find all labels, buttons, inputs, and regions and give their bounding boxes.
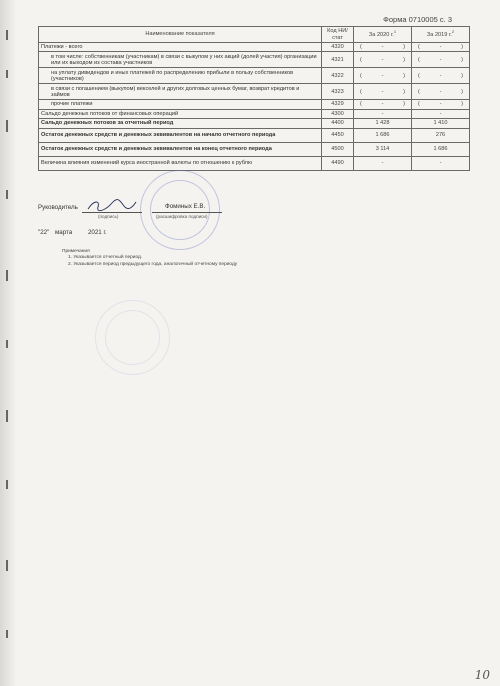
scan-mark bbox=[6, 630, 8, 638]
row-code: 4400 bbox=[322, 119, 354, 128]
value-2019: ( - ) bbox=[412, 100, 470, 109]
row-code: 4490 bbox=[322, 156, 354, 170]
signatory-name: Фоминых Е.В. bbox=[165, 203, 206, 210]
table-row bbox=[39, 68, 470, 84]
signatory-role: Руководитель bbox=[38, 204, 78, 211]
value-2020: - bbox=[354, 156, 412, 170]
handwritten-signature bbox=[86, 198, 138, 212]
value-2019: ( - ) bbox=[412, 68, 470, 84]
cash-flow-table bbox=[38, 26, 470, 171]
row-code: 4500 bbox=[322, 142, 354, 156]
row-name: Платежи - всего bbox=[39, 43, 322, 52]
header-2019: За 2019 г.$^2$ bbox=[412, 27, 470, 43]
corner-handwritten-mark: 10 bbox=[474, 668, 490, 682]
value-2019: 1 410 bbox=[412, 119, 470, 128]
value-2020: 3 114 bbox=[354, 142, 412, 156]
notes bbox=[62, 249, 237, 268]
scan-mark bbox=[6, 120, 8, 132]
scan-left-edge bbox=[0, 0, 16, 686]
table-row bbox=[39, 100, 470, 109]
row-code: 4321 bbox=[322, 52, 354, 68]
row-name: Остаток денежных средств и денежных эквивалентов на начало отчетного периода bbox=[39, 128, 322, 142]
table-row bbox=[39, 52, 470, 68]
date-month: марта bbox=[55, 229, 73, 236]
value-2020: ( - ) bbox=[354, 43, 412, 52]
row-name: Сальдо денежных потоков от финансовых операций bbox=[39, 109, 322, 118]
table-row bbox=[39, 43, 470, 52]
value-2019: - bbox=[412, 109, 470, 118]
signature-date: "22" марта 2021 г. bbox=[38, 229, 107, 236]
value-2020: - bbox=[354, 109, 412, 118]
scan-mark bbox=[6, 560, 8, 571]
scan-mark bbox=[6, 70, 8, 78]
value-2020: ( - ) bbox=[354, 84, 412, 100]
value-2019: ( - ) bbox=[412, 43, 470, 52]
value-2019: 1 686 bbox=[412, 142, 470, 156]
value-2020: ( - ) bbox=[354, 100, 412, 109]
value-2019: - bbox=[412, 156, 470, 170]
name-line bbox=[152, 212, 222, 213]
row-code: 4320 bbox=[322, 43, 354, 52]
value-2020: 1 428 bbox=[354, 119, 412, 128]
row-name: Величина влияния изменений курса иностранной валюты по отношению к рублю bbox=[39, 156, 322, 170]
signature-line bbox=[82, 212, 142, 213]
row-name: на уплату дивидендов и иных платежей по распределению прибыли в пользу собственников (участников) bbox=[39, 68, 322, 84]
note-item: 1. Указывается отчетный период. bbox=[68, 255, 143, 261]
scan-mark bbox=[6, 480, 8, 489]
row-name: в том числе: собственникам (участникам) в связи с выкупом у них акций (долей участия) организации или их выходом из состава участников bbox=[39, 52, 322, 68]
scan-mark bbox=[6, 270, 8, 281]
header-name: Наименование показателя bbox=[39, 27, 322, 43]
table-row bbox=[39, 84, 470, 100]
scan-mark bbox=[6, 410, 8, 422]
date-year: 2021 г. bbox=[87, 229, 107, 236]
stamp-inner-circle bbox=[150, 180, 210, 240]
row-code: 4450 bbox=[322, 128, 354, 142]
row-code: 4300 bbox=[322, 109, 354, 118]
row-code: 4323 bbox=[322, 84, 354, 100]
value-2020: ( - ) bbox=[354, 52, 412, 68]
table-row bbox=[39, 156, 470, 170]
signature-caption: (подпись) bbox=[98, 214, 119, 219]
row-name: прочие платежи bbox=[39, 100, 322, 109]
table-row bbox=[39, 142, 470, 156]
value-2019: ( - ) bbox=[412, 52, 470, 68]
row-name: Остаток денежных средств и денежных эквивалентов на конец отчетного периода bbox=[39, 142, 322, 156]
value-2020: ( - ) bbox=[354, 68, 412, 84]
value-2019: 276 bbox=[412, 128, 470, 142]
table-header-row bbox=[39, 27, 470, 43]
table-row bbox=[39, 128, 470, 142]
date-day: 22 bbox=[40, 229, 48, 236]
name-caption: (расшифровка подписи) bbox=[156, 214, 208, 219]
table-row bbox=[39, 109, 470, 118]
value-2019: ( - ) bbox=[412, 84, 470, 100]
row-code: 4329 bbox=[322, 100, 354, 109]
note-item: 2. Указывается период предыдущего года, аналогичный отчетному периоду bbox=[68, 261, 238, 267]
notes-title: Примечания bbox=[62, 249, 90, 254]
header-2020: За 2020 г.$^1$ bbox=[354, 27, 412, 43]
scan-mark bbox=[6, 340, 8, 348]
stamp-ghost bbox=[105, 310, 160, 365]
value-2020: 1 686 bbox=[354, 128, 412, 142]
form-code: Форма 0710005 с. 3 bbox=[383, 15, 452, 24]
row-name: Сальдо денежных потоков за отчетный период bbox=[39, 119, 322, 128]
scan-mark bbox=[6, 30, 8, 40]
scan-mark bbox=[6, 190, 8, 199]
row-name: в связи с погашением (выкупом) векселей и других долговых ценных бумаг, возврат кредитов и займов bbox=[39, 84, 322, 100]
table-row bbox=[39, 119, 470, 128]
header-code: Код НИ/ стат bbox=[322, 27, 354, 43]
row-code: 4322 bbox=[322, 68, 354, 84]
